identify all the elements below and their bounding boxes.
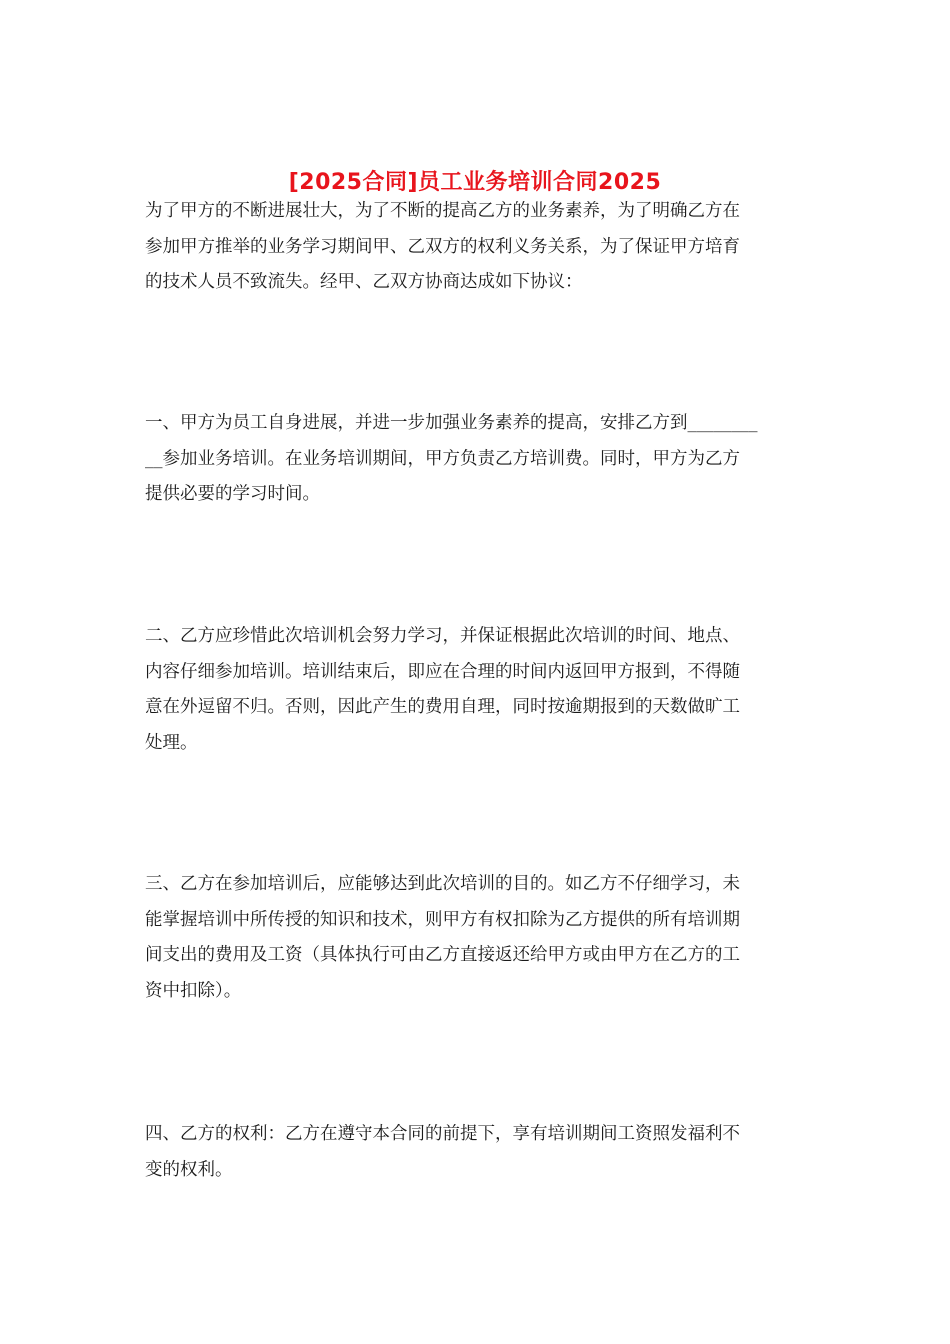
paragraph-line: 三、乙方在参加培训后，应能够达到此次培训的目的。如乙方不仔细学习，未 — [145, 874, 740, 894]
paragraph-line: 的技术人员不致流失。经甲、乙双方协商达成如下协议： — [145, 272, 583, 292]
paragraph-line: 内容仔细参加培训。培训结束后，即应在合理的时间内返回甲方报到，不得随 — [145, 661, 740, 682]
paragraph-line: 意在外逗留不归。否则，因此产生的费用自理，同时按逾期报到的天数做旷工 — [145, 697, 740, 717]
paragraph-line: 二、乙方应珍惜此次培训机会努力学习，并保证根据此次培训的时间、地点、 — [145, 626, 740, 646]
clause-one-paragraph — [145, 406, 805, 513]
paragraph-line: 变的权利。 — [145, 1159, 233, 1180]
paragraph-line: __参加业务培训。在业务培训期间，甲方负责乙方培训费。同时，甲方为乙方 — [145, 448, 740, 469]
paragraph-line: 为了甲方的不断进展壮大，为了不断的提高乙方的业务素养，为了明确乙方在 — [145, 201, 740, 221]
paragraph-line: 处理。 — [145, 732, 198, 753]
clause-two-paragraph — [145, 619, 805, 761]
document-title: [2025合同]员工业务培训合同2025 — [288, 169, 662, 195]
paragraph-line: 间支出的费用及工资（具体执行可由乙方直接返还给甲方或由甲方在乙方的工 — [145, 945, 740, 965]
intro-paragraph — [145, 194, 805, 301]
paragraph-line: 提供必要的学习时间。 — [145, 484, 320, 504]
paragraph-line: 资中扣除）。 — [145, 980, 242, 1001]
paragraph-line: 一、甲方为员工自身进展，并进一步加强业务素养的提高，安排乙方到________ — [145, 413, 758, 433]
clause-three-paragraph — [145, 867, 805, 1009]
paragraph-line: 参加甲方推举的业务学习期间甲、乙双方的权利义务关系，为了保证甲方培育 — [145, 236, 740, 257]
paragraph-line: 能掌握培训中所传授的知识和技术，则甲方有权扣除为乙方提供的所有培训期 — [145, 909, 740, 930]
paragraph-line: 四、乙方的权利：乙方在遵守本合同的前提下，享有培训期间工资照发福利不 — [145, 1124, 740, 1144]
clause-four-paragraph — [145, 1117, 805, 1188]
